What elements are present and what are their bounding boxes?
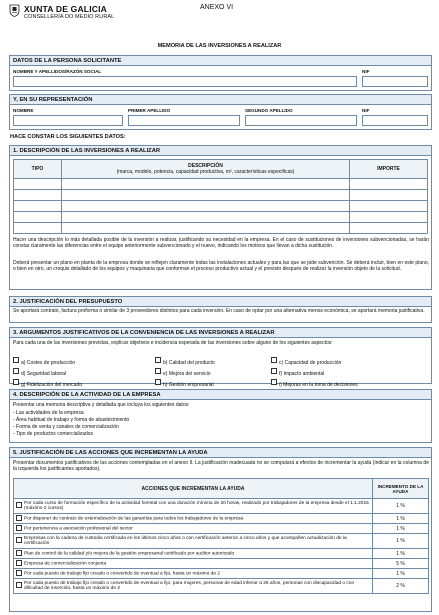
applicant-section [9,55,432,91]
action-row [14,559,429,569]
aspect-d-label: d) Seguridad laboral [21,371,67,377]
action-text: Por cada puesto de trabajo fijo creado o convertido de eventual a fijo, para mujeres, personas de edad inferior a 25 años, personas con discapacidad o con dificultad de inserción, hasta un máximo de 2 [24,580,355,591]
applicant-name-label: NOMBRE Y APELLIDOS/RAZÓN SOCIAL [13,69,102,74]
s4-item-3: - Forma de venta y canales de comercialización [13,424,119,430]
action-row [14,534,429,549]
rep-first-surname-label: PRIMER APELLIDO [128,108,171,113]
s4-item-1: - Las actividades de la empresa [13,410,84,416]
applicant-title: DATOS DE LA PERSONA SOLICITANTE [10,56,431,66]
section-4 [9,389,432,443]
action-pct: 1 % [373,549,429,559]
action-row [14,499,429,514]
action-checkbox[interactable] [16,525,22,531]
actions-table [13,478,429,594]
annex-label: ANEXO VI [200,4,234,11]
col-increase: INCREMENTO DE LA AYUDA [373,479,429,499]
aspect-i-label: i) Mejoras en la toma de decisiones [279,382,358,388]
action-row [14,579,429,594]
col-desc [62,160,350,179]
action-pct: 1 % [373,499,429,514]
col-tipo: TIPO [14,160,62,179]
s1-title: 1. DESCRIPCIÓN DE LAS INVERSIONES A REALIZAR [10,146,431,156]
representative-section [9,94,432,130]
investment-row[interactable] [14,179,428,190]
action-checkbox[interactable] [16,570,22,576]
action-pct: 5 % [373,559,429,569]
s5-title: 5. JUSTIFICACIÓN DE LAS ACCIONES QUE INCREMENTAN LA AYUDA [10,448,431,458]
rep-second-surname-field[interactable] [245,115,357,126]
applicant-nif-label: NIF [362,69,370,74]
action-checkbox[interactable] [16,560,22,566]
action-row [14,524,429,534]
action-text: Plan de control de la calidad y/o mejora de la gestión empresarial certificado por auditor autorizado [24,551,235,557]
action-pct: 1 % [373,524,429,534]
checkbox-h[interactable] [155,379,161,385]
rep-second-surname-label: SEGUNDO APELLIDO [245,108,293,113]
s1-note-2: Deberá presentar un plano en planta de la empresa donde se reflejen claramente todas las instalaciones actuales y para las que se pide subvención. Se deberá incluir, bien en este plano, o bien en otro, un croquis detallado de los equipos y maquinaria que conforman el proceso productivo actual y el previsto después de realizar la inversión objeto de la solicitud. [13,260,429,272]
s1-note: Hacer una descripción lo más detallada posible de la inversión a realizar, justificando su necesidad en la empresa. En el caso de sustituciones de inversiones subvencionadas, se harán constar claramente las diferencias entre el equipo anteriormente subvencionado y el nuevo, indicando los motivos que llevan a dicha sustitución. [13,237,429,249]
s4-item-2: - Área habitual de trabajo y forma de abastecimiento [13,417,130,423]
action-pct: 1 % [373,534,429,549]
aspect-f-label: f) Impacto ambiental [279,371,325,377]
col-desc-sub: (marca, modelo, potencia, capacidad productiva, m², características especificas) [116,169,295,175]
investment-row[interactable] [14,212,428,223]
action-row [14,569,429,579]
declare-text: HACE CONSTAR LOS SIGUIENTES DATOS: [10,134,126,140]
representative-title: Y, EN SU REPRESENTACIÓN [10,95,431,105]
action-text: Por cada curso de formación específico de la actividad forestal con una duración mínima de 20 horas, realizado por trabajadores de la empresa desde el 1.1.2015 (máximo 2 cursos) [24,500,369,511]
section-5 [9,447,432,612]
aspect-h-label: h) Gestión empresarial [163,382,214,388]
action-text: Empresa de comercialización conjunta [24,561,107,567]
applicant-nif-field[interactable] [362,76,428,87]
section-2 [9,296,432,323]
rep-first-surname-field[interactable] [128,115,240,126]
dept-name: CONSELLERÍA DO MEDIO RURAL [24,14,115,20]
aspect-e-label: e) Mejora del servicio [163,371,211,377]
action-checkbox[interactable] [16,502,22,508]
org-name: XUNTA DE GALICIA [24,4,108,14]
action-text: Por pertenencia a asociación profesional del sector [24,526,133,532]
col-importe: IMPORTE [350,160,428,179]
section-3 [9,327,432,388]
s2-text: Se aportará contrato, factura proforma o similar de 3 proveedores distintos para cada inversión. En caso de optar por una alternativa menos económica, se aportará memoria justificativa. [13,308,425,314]
col-desc-title: DESCRIPCIÓN [188,163,223,169]
action-text: Por disponer de contrato de externalización de las garantías para todos los trabajadores de la empresa [24,516,244,522]
action-pct: 1 % [373,514,429,524]
applicant-name-field[interactable] [13,76,357,87]
action-checkbox[interactable] [16,550,22,556]
aspect-b-label: b) Calidad del producto [163,360,215,366]
rep-name-field[interactable] [13,115,123,126]
s5-intro: Presentar documentos justificativos de las acciones contempladas en el anexo II. La justificación inadecuada no se computará a efectos de incrementar la ayuda (indicar en la columna de la izquierda los justificantes aportados). [13,460,429,472]
rep-name-label: NOMBRE [13,108,34,113]
investment-row[interactable] [14,190,428,201]
action-checkbox[interactable] [16,515,22,521]
doc-title: MEMORIA DE LAS INVERSIONES A REALIZAR [157,43,282,49]
investment-row[interactable] [14,201,428,212]
investments-table [13,159,428,234]
col-actions: ACCIONES QUE INCREMENTAN LA AYUDA [14,479,373,499]
aspect-a-label: a) Costes de producción [21,360,76,366]
s2-title: 2. JUSTIFICACIÓN DEL PRESUPUESTO [10,297,431,307]
action-text: Empresas con la cadena de custodia certificada en los últimos cinco años o con certificación anterior a cinco años y que acompañen actualización de la certificación [24,535,347,546]
rep-nif-label: NIF [362,108,370,113]
s4-title: 4. DESCRIPCIÓN DE LA ACTIVIDAD DE LA EMPRESA [10,390,431,400]
s3-title: 3. ARGUMENTOS JUSTIFICATIVOS DE LA CONVENIENCIA DE LAS INVERSIONES A REALIZAR [10,328,431,338]
action-checkbox[interactable] [16,582,22,588]
section-1 [9,145,432,290]
checkbox-g[interactable] [13,379,19,385]
action-text: Por cada puesto de trabajo fijo creado o convertido de eventual a fijo, hasta un máximo de 2 [24,571,220,577]
s4-intro: Presentar una memoria descriptiva y detallada que incluya los siguientes datos: [13,402,190,408]
aspect-c-label: c) Capacidad de producción [279,360,342,366]
action-row [14,514,429,524]
aspect-g-label: g) Fidelización del mercado [21,382,83,388]
action-checkbox[interactable] [16,537,22,543]
rep-nif-field[interactable] [362,115,428,126]
investment-row[interactable] [14,223,428,234]
logo-emblem [9,4,20,17]
s4-item-4: - Tipo de productos comercializados [13,431,94,437]
action-pct: 2 % [373,579,429,594]
action-row [14,549,429,559]
s3-intro: Para cada una de las inversiones previstas, explicar objetivos e incidencia esperada de las inversiones sobre alguno de los siguientes aspectos: [13,340,333,346]
action-pct: 1 % [373,569,429,579]
checkbox-i[interactable] [271,379,277,385]
